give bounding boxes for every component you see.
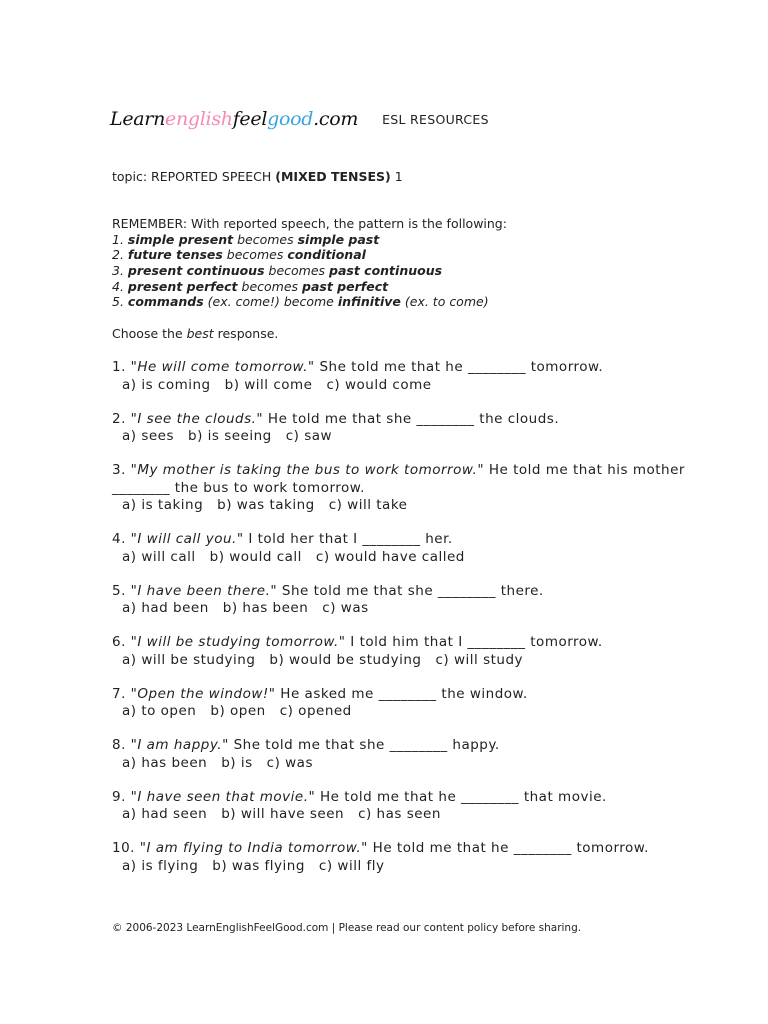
question-rest: He told me that his mother — [484, 462, 685, 478]
answer-option[interactable]: a) had seen — [122, 806, 208, 822]
question-text — [112, 737, 712, 755]
answer-option[interactable]: c) will fly — [318, 857, 385, 874]
question-quote: "My mother is taking the bus to work tomorrow." — [130, 462, 485, 478]
question-number: 2. — [112, 410, 131, 427]
answer-option[interactable]: c) was — [266, 754, 313, 771]
instruction-emphasis: best — [186, 326, 214, 341]
rule-number: 2. — [112, 247, 128, 263]
rule-to: conditional — [287, 247, 366, 263]
question-item — [112, 359, 712, 394]
answer-options — [112, 755, 712, 773]
answer-options — [112, 497, 712, 515]
rule-item — [112, 263, 507, 279]
topic-name: REPORTED SPEECH — [151, 169, 276, 184]
question-rest: She told me that she ________ there. — [277, 582, 544, 599]
question-number: 1. — [112, 359, 131, 375]
logo-part: Learn — [110, 108, 166, 130]
question-quote: "I see the clouds." — [130, 410, 264, 427]
answer-option[interactable]: b) was flying — [212, 857, 305, 874]
answer-option[interactable]: b) has been — [222, 600, 309, 616]
site-logo[interactable] — [110, 108, 358, 130]
question-quote: "Open the window!" — [130, 685, 276, 702]
copyright-footer: © 2006-2023 LearnEnglishFeelGood.com | Please read our content policy before sharing. — [112, 922, 582, 934]
rule-verb: becomes — [237, 278, 303, 294]
rule-verb: becomes — [233, 231, 298, 247]
question-text — [112, 462, 712, 480]
instruction-after: response. — [213, 326, 279, 341]
topic-suffix: 1 — [390, 169, 403, 184]
question-number: 8. — [112, 737, 131, 753]
question-text — [112, 634, 712, 652]
answer-option[interactable]: a) had been — [122, 600, 209, 616]
answer-option[interactable]: b) would be studying — [269, 651, 422, 668]
topic-prefix: topic: — [112, 169, 152, 184]
question-text-continued: ________ the bus to work tomorrow. — [112, 479, 365, 496]
question-number: 6. — [112, 634, 131, 650]
answer-option[interactable]: a) to open — [122, 703, 197, 719]
question-quote: "I am flying to India tomorrow." — [139, 840, 368, 856]
answer-option[interactable]: c) was — [322, 600, 369, 616]
question-rest: She told me that she ________ happy. — [228, 737, 500, 753]
answer-option[interactable]: b) is seeing — [188, 428, 272, 444]
answer-option[interactable]: a) has been — [122, 754, 208, 771]
logo-part: .com — [313, 108, 359, 130]
question-text — [112, 531, 712, 549]
answer-option[interactable]: c) will study — [435, 651, 524, 668]
question-text — [112, 359, 712, 377]
question-rest: I told him that I ________ tomorrow. — [345, 634, 603, 650]
answer-option[interactable]: a) sees — [122, 428, 175, 444]
answer-option[interactable]: a) is flying — [122, 857, 199, 874]
answer-option[interactable]: c) saw — [285, 428, 333, 444]
rule-verb: becomes — [264, 263, 330, 279]
answer-option[interactable]: c) opened — [279, 703, 352, 719]
answer-option[interactable]: b) open — [210, 703, 266, 719]
answer-options — [112, 858, 712, 876]
question-item — [112, 789, 712, 824]
answer-option[interactable]: b) is — [221, 754, 253, 771]
question-quote: "I am happy." — [130, 737, 229, 753]
question-text — [112, 840, 712, 858]
answer-option[interactable]: c) has seen — [358, 806, 441, 822]
rule-extra: (ex. to come) — [400, 294, 489, 310]
rule-verb: (ex. come!) become — [203, 294, 338, 310]
answer-option[interactable]: b) was taking — [217, 497, 315, 513]
question-quote: "I have seen that movie." — [130, 788, 316, 805]
answer-options — [112, 549, 712, 567]
rule-to: simple past — [297, 231, 380, 247]
question-item — [112, 583, 712, 618]
answer-option[interactable]: b) will have seen — [221, 806, 345, 822]
question-quote: "He will come tomorrow." — [130, 359, 315, 375]
question-rest: He asked me ________ the window. — [275, 685, 528, 702]
question-number: 7. — [112, 685, 131, 702]
answer-option[interactable]: b) would call — [209, 548, 302, 565]
question-item — [112, 531, 712, 566]
question-number: 9. — [112, 788, 131, 805]
question-text — [112, 686, 712, 704]
question-quote: "I will be studying tomorrow." — [130, 634, 346, 650]
question-quote: "I have been there." — [130, 582, 278, 599]
remember-box — [112, 216, 507, 310]
answer-option[interactable]: a) is coming — [122, 376, 211, 393]
question-item — [112, 634, 712, 669]
rule-to: infinitive — [337, 294, 401, 310]
answer-option[interactable]: c) would come — [326, 376, 432, 393]
answer-option[interactable]: b) will come — [224, 376, 313, 393]
rule-number: 1. — [112, 231, 128, 247]
logo-part: feel — [232, 108, 268, 130]
question-item — [112, 462, 712, 515]
rule-item — [112, 279, 507, 295]
answer-options — [112, 806, 712, 824]
rule-number: 4. — [112, 278, 128, 294]
remember-intro: REMEMBER: With reported speech, the pattern is the following: — [112, 216, 507, 231]
question-rest: He told me that she ________ the clouds. — [263, 410, 560, 427]
question-item — [112, 686, 712, 721]
rule-verb: becomes — [222, 247, 288, 263]
rule-number: 3. — [112, 263, 128, 279]
answer-option[interactable]: c) would have called — [315, 548, 465, 565]
rule-item — [112, 247, 507, 263]
question-number: 4. — [112, 531, 131, 547]
rule-to: past continuous — [329, 263, 443, 279]
rule-number: 5. — [112, 294, 128, 310]
rule-from: present continuous — [127, 263, 265, 279]
answer-option[interactable]: a) is taking — [122, 497, 204, 513]
question-text — [112, 411, 712, 429]
answer-options — [112, 428, 712, 446]
rule-from: commands — [127, 294, 204, 310]
answer-options — [112, 652, 712, 670]
answer-options — [112, 703, 712, 721]
rule-item — [112, 294, 507, 310]
logo-part: good — [267, 108, 314, 130]
question-list — [112, 359, 712, 892]
rule-to: past perfect — [302, 278, 389, 294]
topic-bold: (MIXED TENSES) — [275, 169, 391, 184]
instruction — [112, 326, 278, 341]
question-rest: She told me that he ________ tomorrow. — [314, 359, 604, 375]
question-rest: He told me that he ________ tomorrow. — [367, 840, 649, 856]
rule-item — [112, 232, 507, 248]
topic-line — [112, 169, 403, 184]
question-number: 10. — [112, 840, 140, 856]
question-item — [112, 411, 712, 446]
answer-option[interactable]: c) will take — [328, 497, 408, 513]
question-text — [112, 789, 712, 807]
instruction-before: Choose the — [112, 326, 187, 341]
question-text — [112, 583, 712, 601]
answer-option[interactable]: a) will be studying — [122, 651, 256, 668]
answer-options — [112, 377, 712, 395]
question-number: 3. — [112, 462, 131, 478]
rule-from: simple present — [127, 231, 234, 247]
answer-option[interactable]: a) will call — [122, 548, 196, 565]
question-item — [112, 737, 712, 772]
question-number: 5. — [112, 582, 131, 599]
logo-part: english — [165, 108, 233, 130]
section-label: ESL RESOURCES — [382, 111, 489, 127]
answer-options — [112, 600, 712, 618]
rule-from: present perfect — [127, 278, 238, 294]
rule-from: future tenses — [127, 247, 223, 263]
question-item — [112, 840, 712, 875]
header — [110, 104, 489, 134]
question-rest: He told me that he ________ that movie. — [315, 788, 607, 805]
question-rest: I told her that I ________ her. — [243, 531, 453, 547]
question-quote: "I will call you." — [130, 531, 244, 547]
